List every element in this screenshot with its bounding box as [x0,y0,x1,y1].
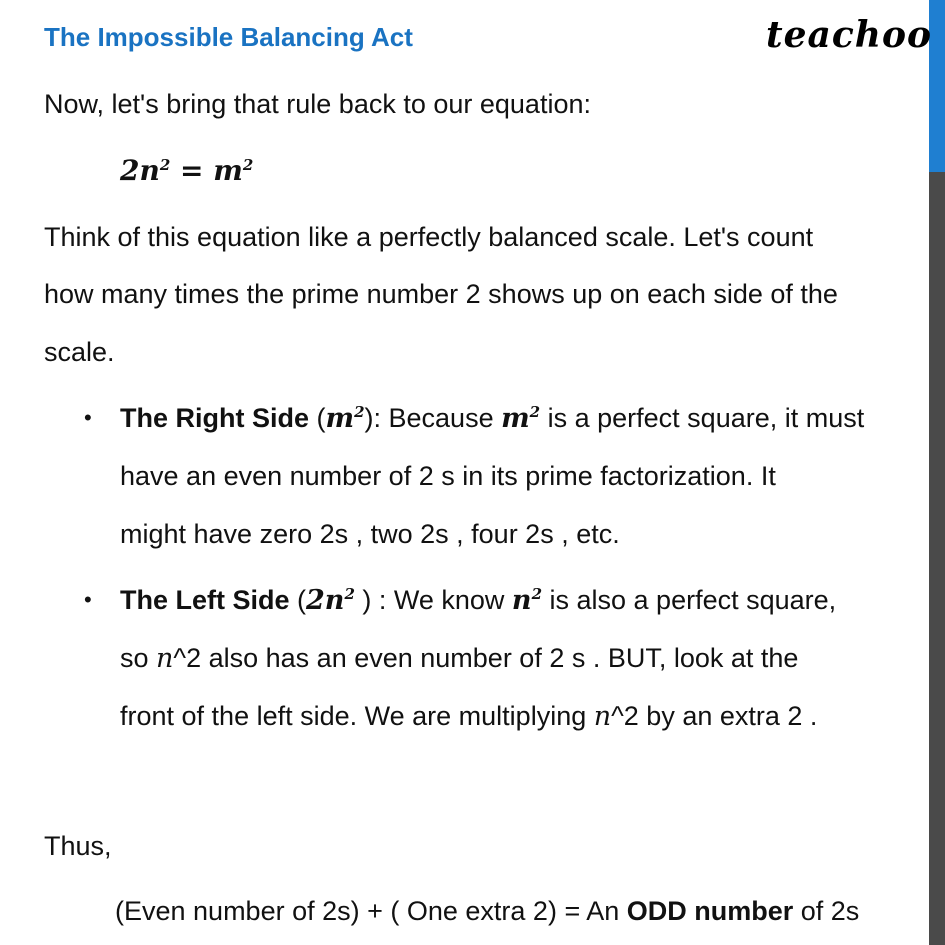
equation-equals: = [170,154,214,187]
bullet-left-line-3-var: n [593,701,612,732]
bullet-right-text: ): Because [364,403,502,433]
slide-side-bar [929,0,945,945]
equation-rhs-exp: 2 [242,156,254,174]
bullet-left-line-1: The Left Side ($2n^2$ ) : We know $n^2$ is also a perfect square, [120,585,837,616]
bullet-right-line-1: The Right Side $(m^2)$: Because $m^2$ is a perfect square, it must [120,403,865,434]
bullet-left-label: The Left Side [120,585,290,615]
equation-lhs-coef: 2 [120,154,140,187]
bullet-marker-left: • [84,587,92,612]
bullet-left-line-3: front of the left side. We are multiplying n^2 by an extra 2 . [120,701,818,732]
bullet-left-line-2: so n^2 also has an even number of 2 s . BUT, look at the [120,643,799,674]
equation [120,153,253,189]
equation-lhs-var: n [139,154,160,187]
conclusion-statement: (Even number of 2s) + ( One extra 2) = An ODD number of 2s [115,896,860,926]
bullet-left-text-rest: is also a perfect square, [542,585,837,615]
bullet-right-line-3: might have zero 2s , two 2s , four 2s , etc. [120,519,620,549]
bullet-right-math-label: $m^2$ [325,403,365,434]
paragraph-line-2: how many times the prime number 2 shows up on each side of the [44,279,838,309]
bullet-left-math-inline: $n^2$ [511,585,542,616]
bullet-left-line-2-var: n [156,643,174,674]
conclusion-thus: Thus, [44,831,112,861]
bullet-marker-right: • [84,405,92,430]
bullet-right-text-rest: is a perfect square, it must [540,403,865,433]
brand-logo: teachoo [766,14,932,56]
conclusion-bold: ODD number [626,896,794,926]
bullet-right-line-2: have an even number of 2 s in its prime factorization. It [120,461,776,491]
paragraph-line-1: Think of this equation like a perfectly balanced scale. Let's count [44,222,814,252]
paragraph-line-3: scale. [44,337,115,367]
intro-text: Now, let's bring that rule back to our equation: [44,89,591,119]
bullet-right-label: The Right Side [120,403,309,433]
bullet-left-text: ) : We know [354,585,512,615]
equation-lhs-exp: 2 [159,156,171,174]
page-title: The Impossible Balancing Act [44,22,413,52]
equation-rhs-var: m [213,154,243,187]
bullet-left-math-label: $2n^2$ [306,585,355,616]
bullet-right-math-inline: $m^2$ [501,403,541,434]
